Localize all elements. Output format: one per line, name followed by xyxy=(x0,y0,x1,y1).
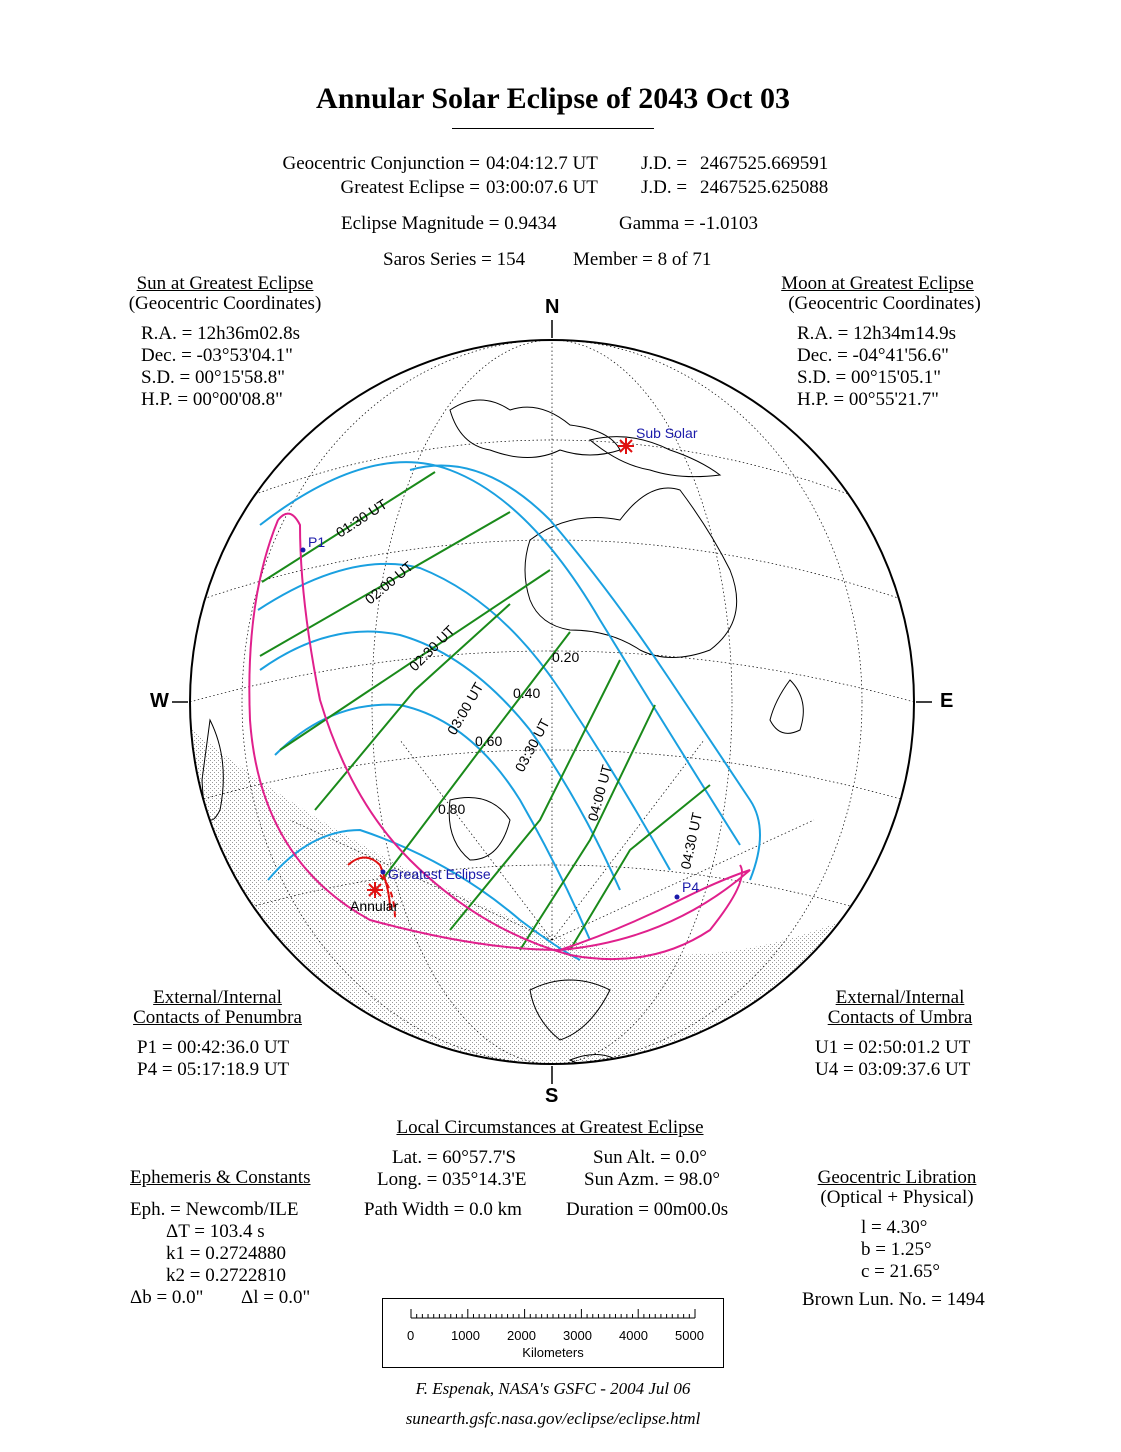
brown-lunation: Brown Lun. No. = 1494 xyxy=(802,1289,985,1310)
time-label-0300: 03:00 UT xyxy=(443,679,487,738)
sub-solar-label: Sub Solar xyxy=(636,425,698,441)
ephemeris-db: Δb = 0.0" xyxy=(130,1287,204,1308)
local-path-width: Path Width = 0.0 km xyxy=(364,1199,522,1220)
umbra-heading-2: Contacts of Umbra xyxy=(827,1007,973,1028)
greatest-jd: 2467525.625088 xyxy=(700,177,829,198)
compass-south: S xyxy=(545,1085,559,1107)
sun-subheading: (Geocentric Coordinates) xyxy=(128,293,322,314)
p4-label: P4 xyxy=(682,879,700,895)
greatest-eclipse-label: Greatest Eclipse xyxy=(388,866,491,882)
moon-dec: Dec. = -04°41'56.6" xyxy=(797,345,949,366)
penumbra-p4: P4 = 05:17:18.9 UT xyxy=(137,1059,290,1080)
scale-tick-3000: 3000 xyxy=(563,1328,592,1343)
ephemeris-dl: Δl = 0.0" xyxy=(241,1287,311,1308)
mag-curve-0 xyxy=(260,462,740,845)
scale-bar xyxy=(382,1298,724,1368)
greatest-eclipse-marker xyxy=(367,882,383,898)
scale-tick-4000: 4000 xyxy=(619,1328,648,1343)
page-title: Annular Solar Eclipse of 2043 Oct 03 xyxy=(316,82,790,115)
umbra-u4: U4 = 03:09:37.6 UT xyxy=(815,1059,971,1080)
local-lat: Lat. = 60°57.7'S xyxy=(392,1147,517,1168)
time-label-0330: 03:30 UT xyxy=(511,716,553,775)
ephemeris-eph: Eph. = Newcomb/ILE xyxy=(130,1199,299,1220)
umbra-u1: U1 = 02:50:01.2 UT xyxy=(815,1037,971,1058)
local-sun-alt: Sun Alt. = 0.0° xyxy=(593,1147,707,1168)
umbra-heading-1: External/Internal xyxy=(835,987,965,1008)
sun-sd: S.D. = 00°15'58.8" xyxy=(141,367,286,388)
local-sun-azm: Sun Azm. = 98.0° xyxy=(584,1169,721,1190)
greatest-label: Greatest Eclipse = xyxy=(340,177,480,198)
ephemeris-dt: ΔT = 103.4 s xyxy=(166,1221,265,1242)
moon-subheading: (Geocentric Coordinates) xyxy=(788,293,981,314)
conjunction-jd: 2467525.669591 xyxy=(700,153,829,174)
moon-hp: H.P. = 00°55'21.7" xyxy=(797,389,939,410)
compass-west: W xyxy=(150,690,169,712)
ephemeris-heading: Ephemeris & Constants xyxy=(130,1167,311,1188)
mag-label-020: 0.20 xyxy=(552,649,580,665)
moon-ra: R.A. = 12h34m14.9s xyxy=(797,323,957,344)
conjunction-label: Geocentric Conjunction = xyxy=(282,153,480,174)
time-line-0330 xyxy=(382,632,570,880)
local-heading: Local Circumstances at Greatest Eclipse xyxy=(396,1117,704,1138)
libration-c: c = 21.65° xyxy=(861,1261,940,1282)
scale-tick-1000: 1000 xyxy=(451,1328,480,1343)
conjunction-jd-label: J.D. = xyxy=(641,153,688,174)
moon-heading: Moon at Greatest Eclipse xyxy=(781,273,974,294)
moon-sd: S.D. = 00°15'05.1" xyxy=(797,367,942,388)
penumbra-heading-2: Contacts of Penumbra xyxy=(133,1007,302,1028)
earth-globe-map xyxy=(150,300,950,1100)
mag-label-060: 0.60 xyxy=(475,733,503,749)
saros-series: Saros Series = 154 xyxy=(383,249,526,270)
libration-b: b = 1.25° xyxy=(861,1239,932,1260)
mag-label-080: 0.80 xyxy=(438,801,466,817)
credit-author: F. Espenak, NASA's GSFC - 2004 Jul 06 xyxy=(415,1379,691,1398)
ephemeris-k1: k1 = 0.2724880 xyxy=(166,1243,286,1264)
time-label-0200: 02:00 UT xyxy=(361,558,417,608)
p4-marker xyxy=(675,895,680,900)
ephemeris-k2: k2 = 0.2722810 xyxy=(166,1265,286,1286)
scale-tick-0: 0 xyxy=(407,1328,415,1343)
p1-label: P1 xyxy=(308,534,326,550)
scale-unit: Kilometers xyxy=(522,1345,584,1360)
conjunction-time: 04:04:12.7 UT xyxy=(486,153,598,174)
sun-dec: Dec. = -03°53'04.1" xyxy=(141,345,293,366)
mag-label-040: 0.40 xyxy=(513,685,541,701)
local-duration: Duration = 00m00.0s xyxy=(566,1199,729,1220)
gamma: Gamma = -1.0103 xyxy=(619,213,758,234)
time-label-0400: 04:00 UT xyxy=(584,763,615,823)
time-label-0430: 04:30 UT xyxy=(677,810,705,871)
scale-tick-2000: 2000 xyxy=(507,1328,536,1343)
libration-subheading: (Optical + Physical) xyxy=(820,1187,974,1208)
sun-ra: R.A. = 12h36m02.8s xyxy=(141,323,301,344)
title-rule xyxy=(452,128,654,129)
time-label-0230: 02:30 UT xyxy=(405,622,458,675)
penumbra-heading-1: External/Internal xyxy=(153,987,282,1008)
annular-label: Annular xyxy=(350,898,399,914)
credit-url[interactable]: sunearth.gsfc.nasa.gov/eclipse/eclipse.html xyxy=(405,1409,701,1428)
local-long: Long. = 035°14.3'E xyxy=(377,1169,527,1190)
scale-tick-5000: 5000 xyxy=(675,1328,704,1343)
penumbra-p1: P1 = 00:42:36.0 UT xyxy=(137,1037,290,1058)
greatest-jd-label: J.D. = xyxy=(641,177,688,198)
libration-heading: Geocentric Libration xyxy=(817,1167,977,1188)
compass-east: E xyxy=(940,690,954,712)
greatest-point-dot xyxy=(381,870,386,875)
compass-north: N xyxy=(545,296,560,318)
time-label-0130: 01:30 UT xyxy=(332,495,390,541)
sub-solar-marker xyxy=(618,438,634,454)
sun-heading: Sun at Greatest Eclipse xyxy=(136,273,314,294)
libration-l: l = 4.30° xyxy=(861,1217,928,1238)
eclipse-magnitude: Eclipse Magnitude = 0.9434 xyxy=(341,213,557,234)
greatest-time: 03:00:07.6 UT xyxy=(486,177,598,198)
saros-member: Member = 8 of 71 xyxy=(573,249,712,270)
p1-marker xyxy=(301,548,306,553)
sun-hp: H.P. = 00°00'08.8" xyxy=(141,389,283,410)
